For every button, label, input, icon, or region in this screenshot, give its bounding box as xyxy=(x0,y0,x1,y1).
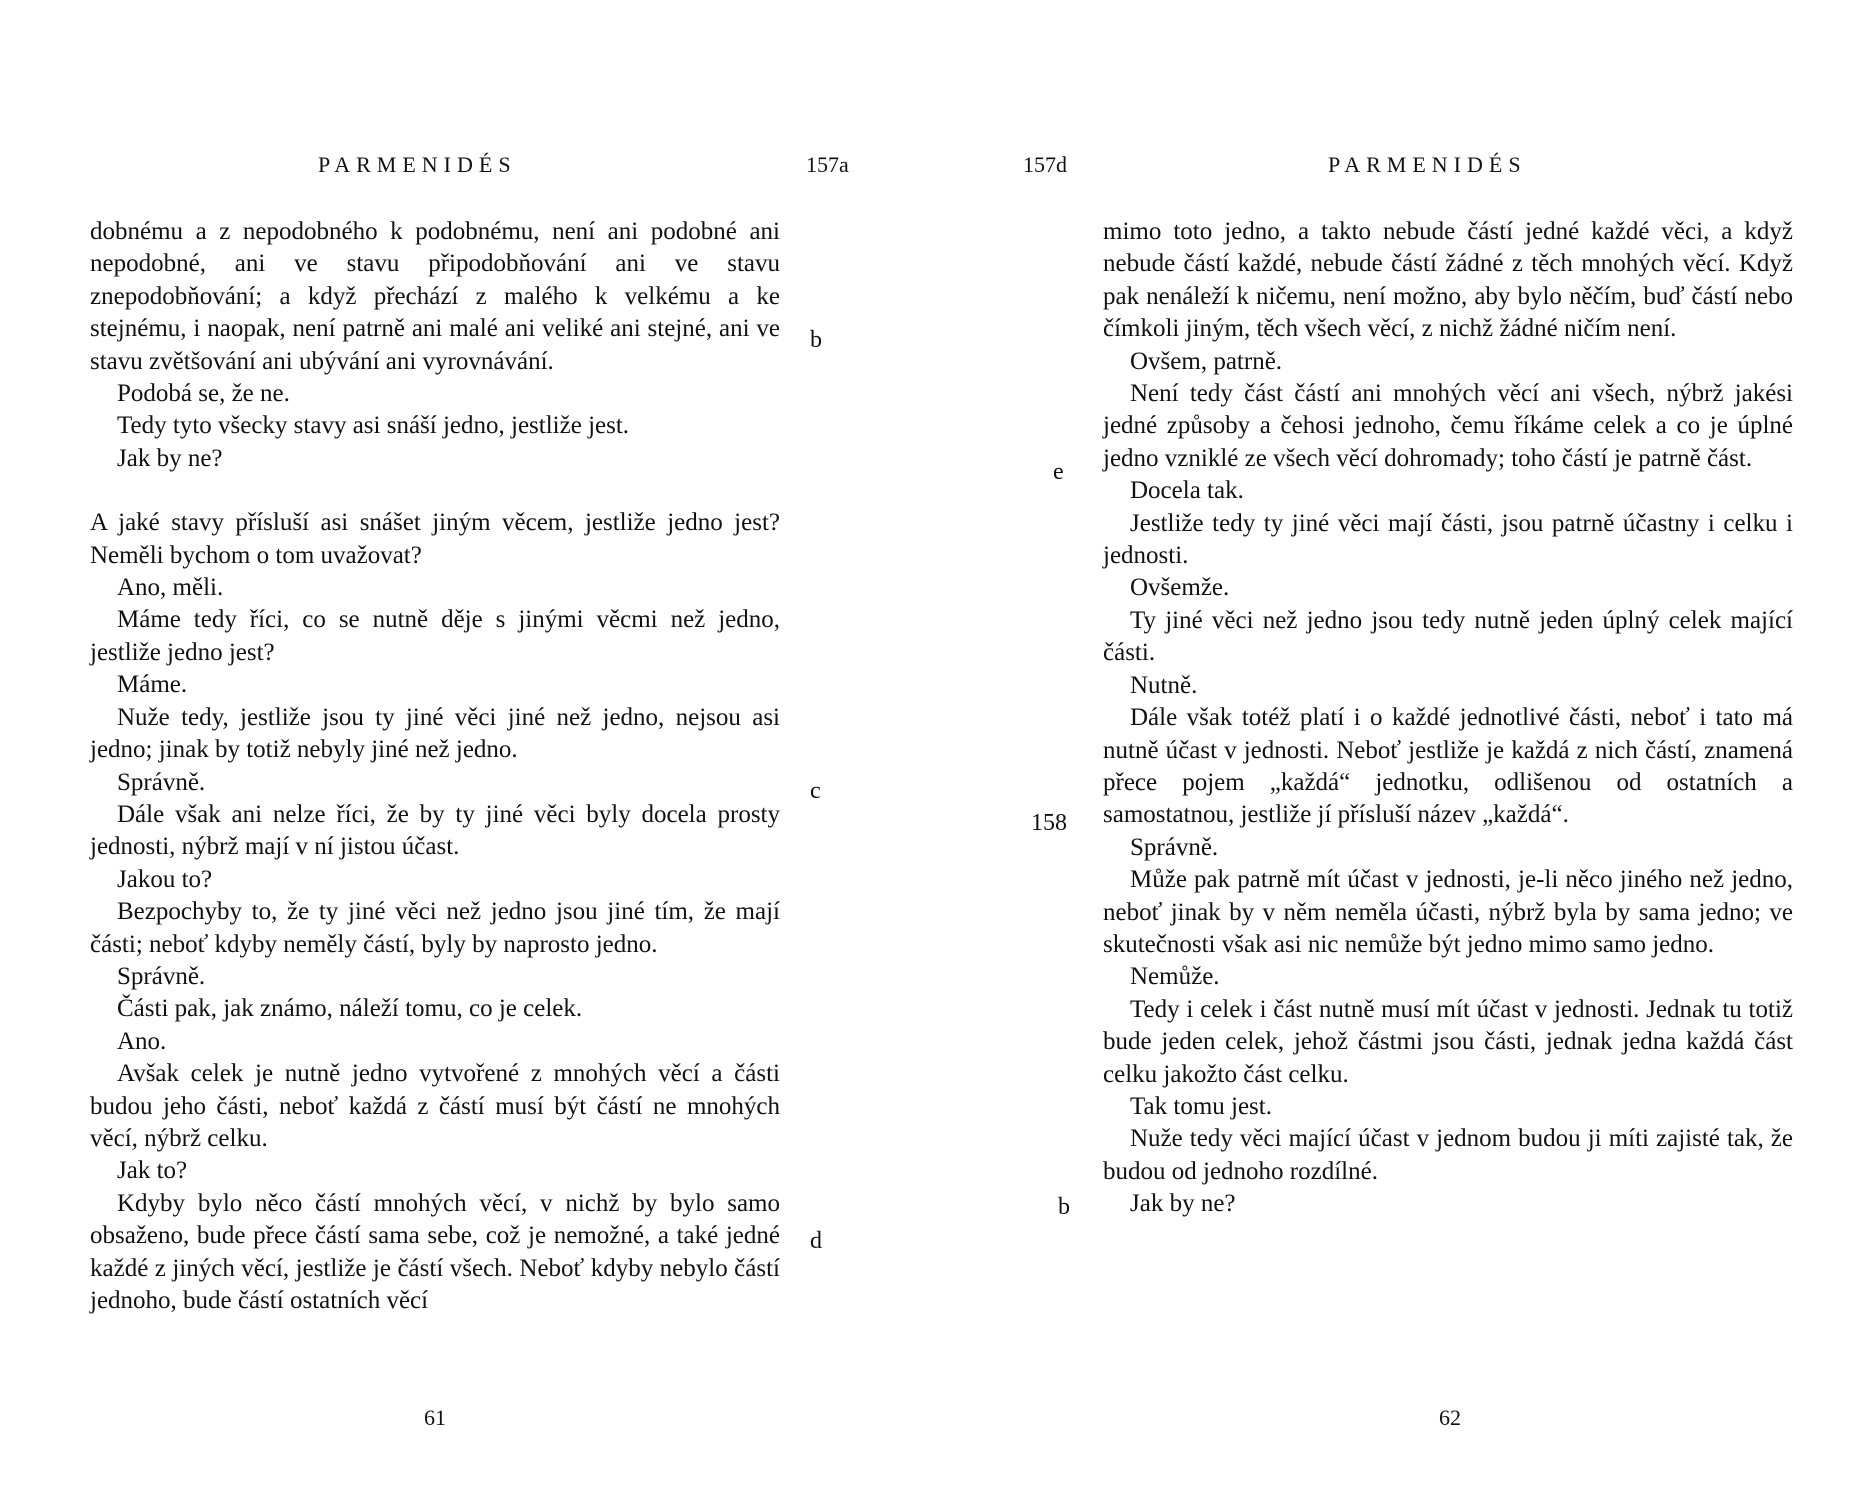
page-text xyxy=(90,216,780,1317)
paragraph: Nuže tedy věci mající účast v jednom budou ji míti zajisté tak, že budou od jednoho rozdílné. xyxy=(1103,1125,1793,1185)
right-page xyxy=(931,0,1862,1501)
paragraph: Docela tak. xyxy=(1130,477,1244,505)
paragraph: Máme tedy říci, co se nutně děje s jinými věcmi než jedno, jestliže jedno jest? xyxy=(90,606,780,666)
paragraph: Ano. xyxy=(117,1027,167,1055)
page-text xyxy=(1103,216,1793,1221)
margin-marker: e xyxy=(1053,459,1064,485)
paragraph: Bezpochyby to, že ty jiné věci než jedno jsou jiné tím, že mají části; neboť kdyby neměly částí, byly by naprosto jedno. xyxy=(90,898,780,958)
running-head: PARMENIDÉS xyxy=(318,152,517,177)
section-reference: 157a xyxy=(806,152,849,177)
running-head: PARMENIDÉS xyxy=(1328,152,1527,177)
paragraph: Části pak, jak známo, náleží tomu, co je celek. xyxy=(117,995,583,1023)
paragraph: Nemůže. xyxy=(1130,963,1220,991)
paragraph: Jak by ne? xyxy=(1130,1190,1236,1218)
margin-marker: b xyxy=(1058,1194,1070,1220)
section-reference: 157d xyxy=(1023,152,1067,177)
paragraph: Jak to? xyxy=(117,1157,188,1185)
paragraph: A jaké stavy přísluší asi snášet jiným věcem, jestliže jedno jest? Neměli bychom o tom uvažovat? xyxy=(90,509,780,569)
page-number: 61 xyxy=(424,1405,446,1430)
margin-marker: c xyxy=(810,778,821,804)
margin-marker: d xyxy=(810,1228,822,1254)
paragraph: Není tedy část částí ani mnohých věcí ani všech, nýbrž jakési jedné způsoby a čehosi jednoho, čemu říkáme celek a co je úplné jedno vzniklé ze všech věcí dohromady; toho částí je patrně část. xyxy=(1103,380,1793,472)
paragraph: dobnému a z nepodobného k podobnému, není ani podobné ani nepodobné, ani ve stavu připodobňování ani ve stavu znepodobňování; a když přechází z malého k velkému a ke stejnému, i naopak, není patrně ani malé ani veliké ani stejné, ani ve stavu zvětšování ani ubývání ani vyrovnávání. xyxy=(90,218,780,375)
paragraph: Jakou to? xyxy=(117,865,213,893)
paragraph: Nuže tedy, jestliže jsou ty jiné věci jiné než jedno, nejsou asi jedno; jinak by totiž nebyly jiné než jedno. xyxy=(90,703,780,764)
paragraph: Dále však ani nelze říci, že by ty jiné věci byly docela prosty jednosti, nýbrž mají v ní jistou účast. xyxy=(90,800,780,861)
paragraph: Může pak patrně mít účast v jednosti, je-li něco jiného než jedno, neboť jinak by v něm neměla účasti, nýbrž byla by sama jedno; ve skutečnosti však asi nic nemůže být jedno mimo samo jedno. xyxy=(1103,866,1793,958)
paragraph: mimo toto jedno, a takto nebude částí jedné každé věci, a když nebude částí každé, nebude částí žádné z těch mnohých věcí. Když pak nenáleží k ničemu, není možno, aby bylo něčím, buď částí nebo čímkoli jiným, těch všech věcí, z nichž žádné ničím není. xyxy=(1103,218,1793,343)
margin-marker: 158 xyxy=(1031,810,1067,836)
paragraph: Avšak celek je nutně jedno vytvořené z mnohých věcí a části budou jeho části, neboť každá z částí musí být částí ne mnohých věcí, nýbrž celku. xyxy=(90,1060,780,1152)
margin-marker: b xyxy=(810,327,822,353)
paragraph: Ovšemže. xyxy=(1130,574,1230,602)
paragraph: Ovšem, patrně. xyxy=(1130,347,1283,375)
paragraph: Jestliže tedy ty jiné věci mají části, jsou patrně účastny i celku i jednosti. xyxy=(1103,509,1793,570)
paragraph: Tedy i celek i část nutně musí mít účast v jednosti. Jednak tu totiž bude jeden celek, jehož částmi jsou části, jednak jedna každá část celku jakožto část celku. xyxy=(1103,995,1793,1088)
paragraph: Kdyby bylo něco částí mnohých věcí, v nichž by bylo samo obsaženo, bude přece částí sama sebe, což je nemožné, a také jedné každé z jiných věcí, jestliže je částí všech. Neboť kdyby nebylo částí jednoho, bude částí ostatních věcí xyxy=(90,1189,780,1314)
paragraph: Správně. xyxy=(1130,833,1219,861)
paragraph: Nutně. xyxy=(1130,671,1198,699)
paragraph: Tak tomu jest. xyxy=(1130,1092,1272,1120)
paragraph: Správně. xyxy=(117,962,206,990)
paragraph: Ano, měli. xyxy=(117,574,224,602)
paragraph: Tedy tyto všecky stavy asi snáší jedno, jestliže jest. xyxy=(117,412,630,440)
paragraph: Máme. xyxy=(117,671,188,699)
paragraph: Ty jiné věci než jedno jsou tedy nutně jeden úplný celek mající části. xyxy=(1103,606,1793,667)
paragraph: Správně. xyxy=(117,768,206,796)
paragraph: Dále však totéž platí i o každé jednotlivé části, neboť i tato má nutně účast v jednosti. Neboť jestliže je každá z nich částí, znamená přece pojem „každá“ jednotku, odlišenou od ostatních a samostatnou, jestliže jí přísluší název „každá“. xyxy=(1103,704,1793,829)
paragraph: Podobá se, že ne. xyxy=(117,380,290,408)
page-number: 62 xyxy=(1439,1405,1461,1430)
paragraph: Jak by ne? xyxy=(117,444,223,472)
